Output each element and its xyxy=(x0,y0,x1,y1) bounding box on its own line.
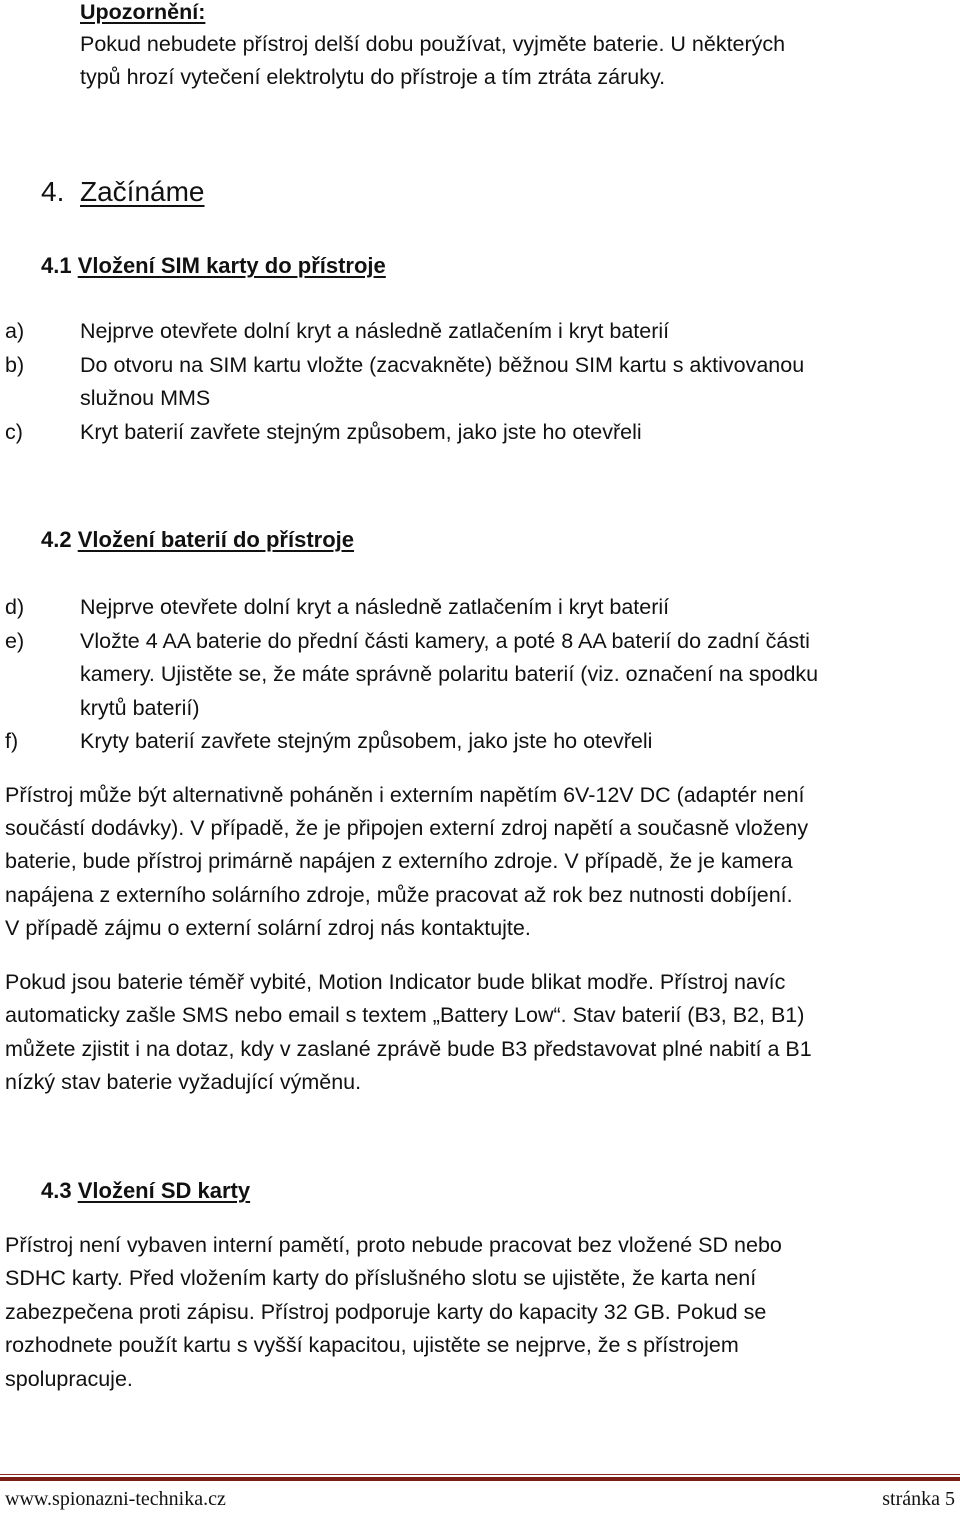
paragraph-line: automaticky zašle SMS nebo email s textem „Battery Low“. Stav baterií (B3, B2, B1) xyxy=(5,1003,805,1027)
footer-website: www.spionazni-technika.cz xyxy=(5,1488,226,1510)
subsection-title: Vložení baterií do přístroje xyxy=(77,527,354,552)
list-item-text: Nejprve otevřete dolní kryt a následně zatlačením i kryt baterií xyxy=(80,595,670,619)
list-item-text: kamery. Ujistěte se, že máte správně polaritu baterií (viz. označení na spodku xyxy=(80,662,819,686)
notice-text-line: typů hrozí vytečení elektrolytu do přístroje a tím ztráta záruky. xyxy=(80,65,666,89)
paragraph-line: spolupracuje. xyxy=(5,1367,133,1391)
list-item-text: Do otvoru na SIM kartu vložte (zacvakněte) běžnou SIM kartu s aktivovanou xyxy=(80,353,805,377)
list-item-letter: a) xyxy=(5,319,25,343)
subsection-heading xyxy=(41,250,386,282)
subsection-title: Vložení SIM karty do přístroje xyxy=(77,253,386,278)
paragraph-line: můžete zjistit i na dotaz, kdy v zaslané zprávě bude B3 představovat plné nabití a B1 xyxy=(5,1037,812,1061)
footer-divider xyxy=(0,1477,960,1481)
paragraph-line: napájena z externího solárního zdroje, může pracovat až rok bez nutnosti dobíjení. xyxy=(5,883,793,907)
paragraph-line: Pokud jsou baterie téměř vybité, Motion Indicator bude blikat modře. Přístroj navíc xyxy=(5,970,786,994)
paragraph-line: baterie, bude přístroj primárně napájen z externího zdroje. V případě, že je kamera xyxy=(5,849,793,873)
paragraph-line: nízký stav baterie vyžadující výměnu. xyxy=(5,1070,362,1094)
list-item-text: Kryty baterií zavřete stejným způsobem, jako jste ho otevřeli xyxy=(80,729,653,753)
subsection-heading xyxy=(41,1175,250,1207)
paragraph-line: zabezpečena proti zápisu. Přístroj podporuje karty do kapacity 32 GB. Pokud se xyxy=(5,1300,767,1324)
paragraph-line: V případě zájmu o externí solární zdroj nás kontaktujte. xyxy=(5,916,531,940)
notice-text-line: Pokud nebudete přístroj delší dobu používat, vyjměte baterie. U některých xyxy=(80,32,786,56)
list-item-letter: c) xyxy=(5,420,23,444)
list-item-letter: f) xyxy=(5,729,19,753)
paragraph-line: Přístroj může být alternativně poháněn i externím napětím 6V-12V DC (adaptér není xyxy=(5,783,805,807)
footer-page-number: stránka 5 xyxy=(882,1488,955,1510)
notice-title: Upozornění: xyxy=(80,0,206,24)
subsection-heading xyxy=(41,524,354,556)
list-item-text: služnou MMS xyxy=(80,386,211,410)
list-item-text: krytů baterií) xyxy=(80,696,200,720)
footer-divider xyxy=(0,1474,960,1475)
list-item-letter: b) xyxy=(5,353,25,377)
paragraph-line: rozhodnete použít kartu s vyšší kapacitou, ujistěte se nejprve, že s přístrojem xyxy=(5,1333,739,1357)
paragraph-line: Přístroj není vybaven interní pamětí, proto nebude pracovat bez vložené SD nebo xyxy=(5,1233,782,1257)
subsection-number: 4.1 xyxy=(41,253,72,278)
list-item-text: Kryt baterií zavřete stejným způsobem, jako jste ho otevřeli xyxy=(80,420,642,444)
list-item-letter: e) xyxy=(5,629,25,653)
list-item-text: Nejprve otevřete dolní kryt a následně zatlačením i kryt baterií xyxy=(80,319,670,343)
paragraph-line: SDHC karty. Před vložením karty do příslušného slotu se ujistěte, že karta není xyxy=(5,1266,757,1290)
subsection-number: 4.2 xyxy=(41,527,72,552)
section-title: Začínáme xyxy=(80,176,205,207)
subsection-title: Vložení SD karty xyxy=(77,1178,251,1203)
subsection-number: 4.3 xyxy=(41,1178,72,1203)
paragraph-line: součástí dodávky). V případě, že je připojen externí zdroj napětí a současně vloženy xyxy=(5,816,809,840)
list-item-letter: d) xyxy=(5,595,25,619)
section-number: 4. xyxy=(41,176,65,207)
list-item-text: Vložte 4 AA baterie do přední části kamery, a poté 8 AA baterií do zadní části xyxy=(80,629,810,653)
section-heading xyxy=(41,174,205,210)
